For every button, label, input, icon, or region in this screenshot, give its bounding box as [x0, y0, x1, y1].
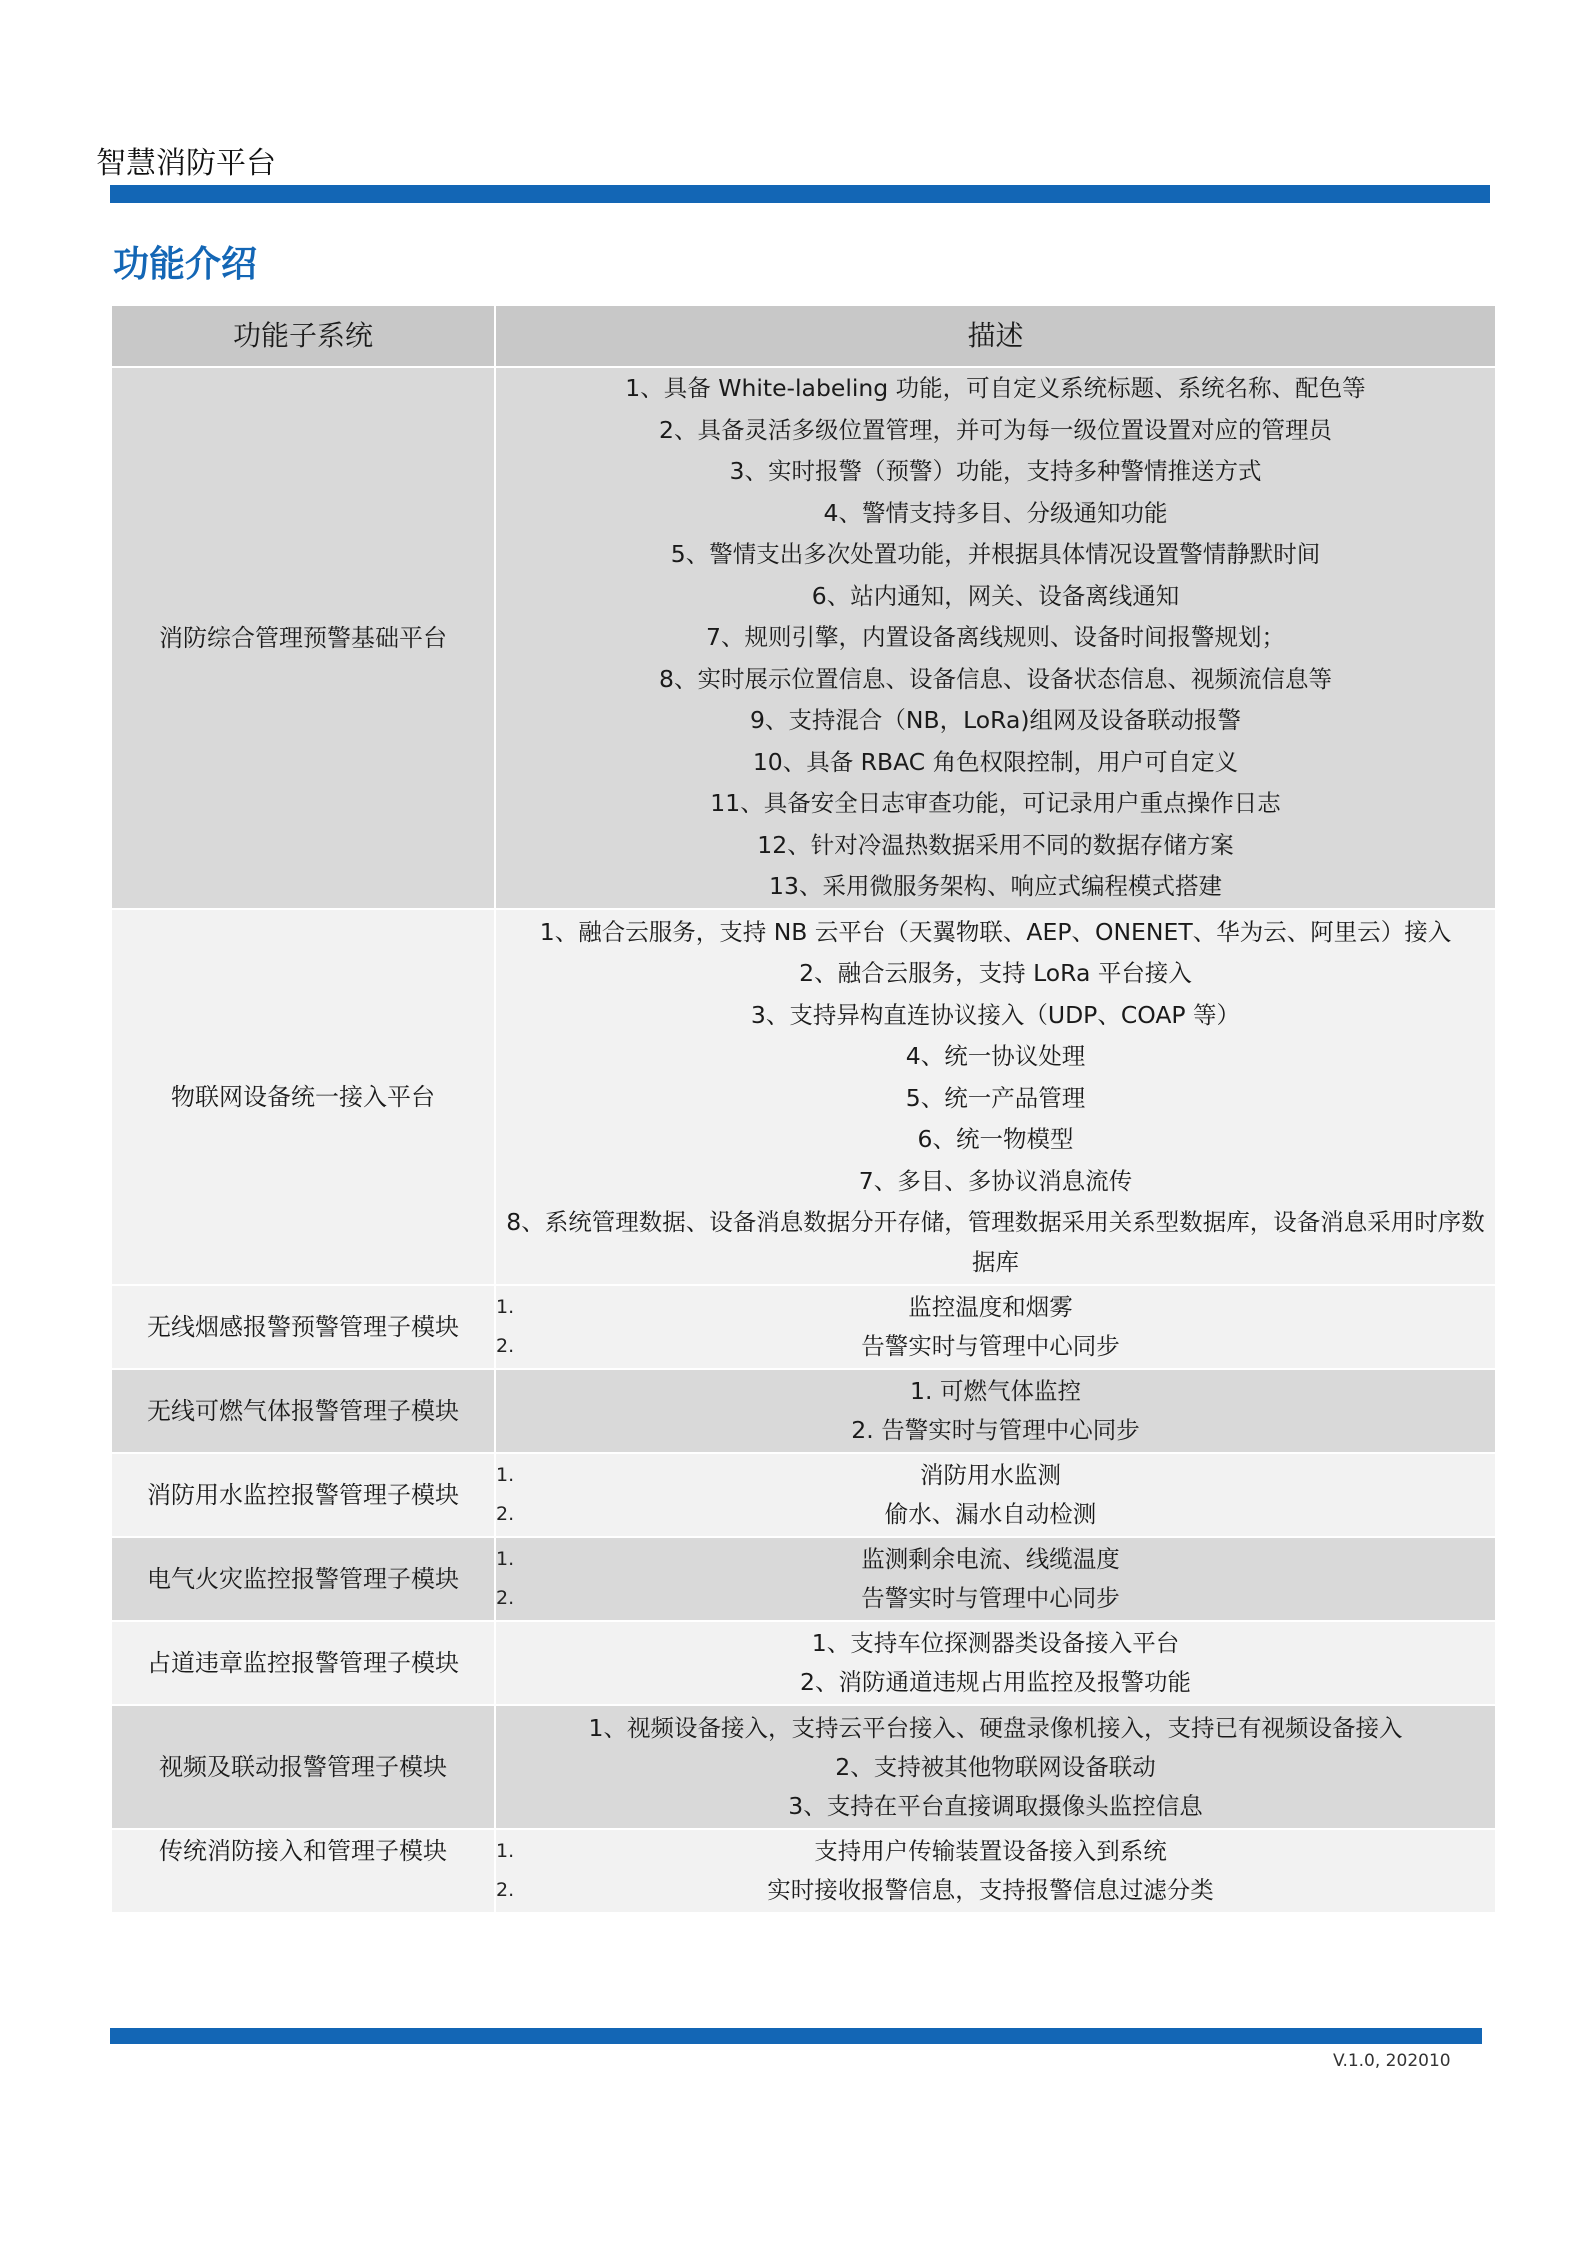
description-line: 9、支持混合（NB，LoRa)组网及设备联动报警	[749, 706, 1242, 735]
table-row	[112, 1706, 1495, 1830]
description-cell	[496, 1454, 1495, 1536]
table-row	[112, 1538, 1495, 1622]
list-number: 1.	[496, 1548, 515, 1570]
description-text: 偷水、漏水自动检测	[884, 1500, 1097, 1528]
description-line: 1. 可燃气体监控	[910, 1377, 1081, 1405]
column-header-description: 描述	[967, 319, 1024, 352]
subsystem-name: 电气火灾监控报警管理子模块	[112, 1538, 496, 1620]
description-line: 2、具备灵活多级位置管理，并可为每一级位置设置对应的管理员	[659, 415, 1332, 444]
description-cell	[496, 1622, 1495, 1704]
subsystem-name: 占道违章监控报警管理子模块	[112, 1622, 496, 1704]
description-line: 11、具备安全日志审查功能，可记录用户重点操作日志	[710, 789, 1281, 818]
description-line: 2、消防通道违规占用监控及报警功能	[800, 1668, 1191, 1696]
description-line: 7、规则引擎，内置设备离线规则、设备时间报警规划；	[706, 623, 1285, 652]
description-line: 7、多目、多协议消息流传	[858, 1166, 1133, 1195]
table-row	[112, 368, 1495, 910]
description-line: 3、支持在平台直接调取摄像头监控信息	[788, 1791, 1203, 1820]
description-line: 12、针对冷温热数据采用不同的数据存储方案	[757, 830, 1234, 859]
description-line: 2. 告警实时与管理中心同步	[851, 1416, 1140, 1444]
description-line	[496, 1288, 1485, 1327]
document-header-title: 智慧消防平台	[96, 146, 276, 181]
table-row	[112, 1370, 1495, 1454]
version-label: V.1.0, 202010	[1333, 2051, 1451, 2071]
subsystem-name: 无线可燃气体报警管理子模块	[112, 1370, 496, 1452]
description-cell	[496, 1706, 1495, 1828]
description-line: 8、实时展示位置信息、设备信息、设备状态信息、视频流信息等	[659, 664, 1332, 693]
description-line: 10、具备 RBAC 角色权限控制，用户可自定义	[752, 747, 1239, 776]
table-row	[112, 910, 1495, 1286]
description-text: 实时接收报警信息，支持报警信息过滤分类	[767, 1876, 1214, 1904]
subsystem-name: 视频及联动报警管理子模块	[112, 1706, 496, 1828]
list-number: 1.	[496, 1840, 515, 1862]
description-cell	[496, 1286, 1495, 1368]
description-line: 5、警情支出多次处置功能，并根据具体情况设置警情静默时间	[670, 540, 1321, 569]
description-line	[496, 1327, 1485, 1366]
list-number: 2.	[496, 1503, 515, 1525]
footer-divider-bar	[110, 2028, 1482, 2044]
description-line: 4、统一协议处理	[905, 1042, 1086, 1071]
description-text: 监测剩余电流、线缆温度	[861, 1545, 1120, 1573]
description-line: 13、采用微服务架构、响应式编程模式搭建	[769, 872, 1222, 901]
subsystem-name: 消防用水监控报警管理子模块	[112, 1454, 496, 1536]
list-number: 1.	[496, 1296, 515, 1318]
description-cell	[496, 368, 1495, 908]
description-line: 1、融合云服务，支持 NB 云平台（天翼物联、AEP、ONENET、华为云、阿里云）接入	[539, 917, 1452, 946]
description-line: 1、支持车位探测器类设备接入平台	[811, 1629, 1180, 1657]
list-number: 2.	[496, 1587, 515, 1609]
description-line: 3、支持异构直连协议接入（UDP、COAP 等）	[750, 1000, 1241, 1029]
table-row	[112, 1454, 1495, 1538]
description-line	[496, 1871, 1485, 1910]
description-line: 8、系统管理数据、设备消息数据分开存储，管理数据采用关系型数据库，设备消息采用时序数据库	[506, 1208, 1485, 1277]
subsystem-name: 消防综合管理预警基础平台	[112, 368, 496, 908]
description-line: 2、融合云服务，支持 LoRa 平台接入	[799, 959, 1192, 988]
description-line	[496, 1832, 1485, 1871]
description-line: 6、站内通知，网关、设备离线通知	[811, 581, 1180, 610]
subsystem-name: 传统消防接入和管理子模块	[112, 1830, 496, 1912]
subsystem-name: 无线烟感报警预警管理子模块	[112, 1286, 496, 1368]
description-line	[496, 1540, 1485, 1579]
description-line: 6、统一物模型	[917, 1125, 1074, 1154]
description-line	[496, 1456, 1485, 1495]
description-text: 告警实时与管理中心同步	[861, 1332, 1120, 1360]
description-text: 监控温度和烟雾	[908, 1293, 1073, 1321]
list-number: 1.	[496, 1464, 515, 1486]
feature-table	[112, 306, 1495, 1912]
table-row	[112, 1286, 1495, 1370]
section-title: 功能介绍	[113, 244, 258, 285]
list-number: 2.	[496, 1335, 515, 1357]
description-line: 1、视频设备接入，支持云平台接入、硬盘录像机接入，支持已有视频设备接入	[588, 1713, 1403, 1742]
table-row	[112, 1830, 1495, 1912]
description-text: 消防用水监测	[920, 1461, 1061, 1489]
description-line: 2、支持被其他物联网设备联动	[835, 1752, 1156, 1781]
description-text: 支持用户传输装置设备接入到系统	[814, 1837, 1167, 1865]
description-line: 1、具备 White-labeling 功能，可自定义系统标题、系统名称、配色等	[625, 374, 1366, 403]
description-line	[496, 1495, 1485, 1534]
description-cell	[496, 1830, 1495, 1912]
description-text: 告警实时与管理中心同步	[861, 1584, 1120, 1612]
header-divider-bar	[110, 185, 1490, 203]
list-number: 2.	[496, 1879, 515, 1901]
table-row	[112, 1622, 1495, 1706]
description-line: 4、警情支持多目、分级通知功能	[823, 498, 1168, 527]
description-line: 3、实时报警（预警）功能，支持多种警情推送方式	[729, 457, 1262, 486]
column-header-subsystem: 功能子系统	[112, 306, 496, 366]
description-cell	[496, 1370, 1495, 1452]
description-cell	[496, 1538, 1495, 1620]
subsystem-name: 物联网设备统一接入平台	[112, 910, 496, 1284]
description-cell	[496, 910, 1495, 1284]
table-header-row	[112, 306, 1495, 368]
description-line	[496, 1579, 1485, 1618]
description-line: 5、统一产品管理	[905, 1083, 1086, 1112]
